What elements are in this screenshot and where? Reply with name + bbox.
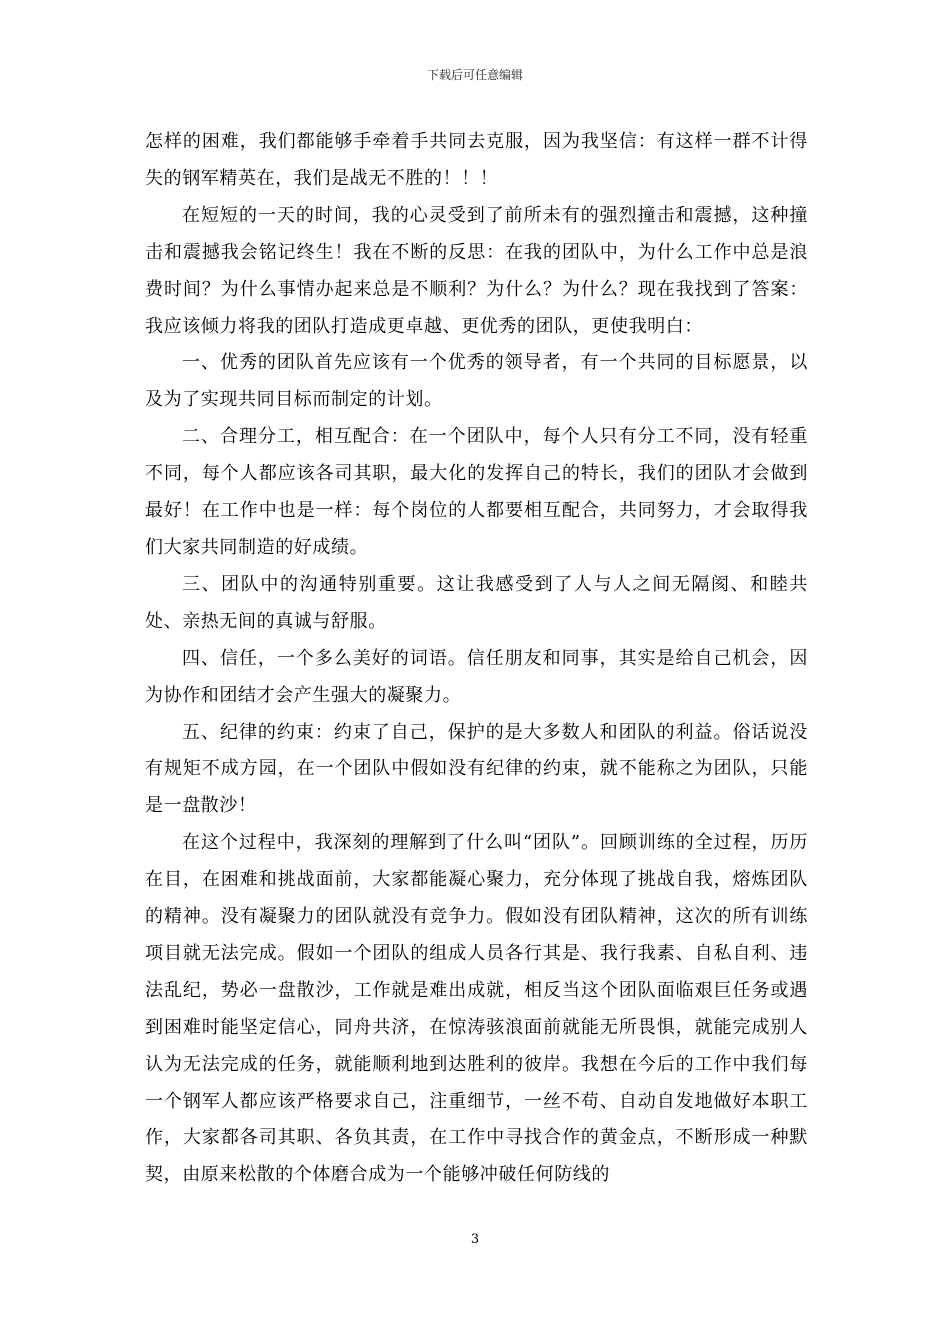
paragraph-point-3: 三、团队中的沟通特别重要。这让我感受到了人与人之间无隔阂、和睦共处、亲热无间的真诚与舒服。 bbox=[145, 573, 808, 632]
document-body bbox=[145, 124, 808, 1194]
paragraph-point-1: 一、优秀的团队首先应该有一个优秀的领导者，有一个共同的目标愿景，以及为了实现共同目标而制定的计划。 bbox=[145, 352, 808, 411]
paragraph-continuation: 怎样的困难，我们都能够手牵着手共同去克服，因为我坚信：有这样一群不计得失的钢军精英在，我们是战无不胜的！！！ bbox=[145, 131, 808, 189]
page-number: 3 bbox=[470, 1232, 480, 1247]
paragraph-point-2: 二、合理分工，相互配合：在一个团队中，每个人只有分工不同，没有轻重不同，每个人都应该各司其职，最大化的发挥自己的特长，我们的团队才会做到最好！在工作中也是一样：每个岗位的人都要相互配合，共同努力，才会取得我们大家共同制造的好成绩。 bbox=[145, 426, 808, 558]
paragraph-point-5: 五、纪律的约束：约束了自己，保护的是大多数人和团队的利益。俗话说没有规矩不成方园，在一个团队中假如没有纪律的约束，就不能称之为团队，只能是一盘散沙！ bbox=[145, 721, 808, 817]
page-header: 下载后可任意编辑 bbox=[426, 68, 523, 82]
paragraph-point-4: 四、信任，一个多么美好的词语。信任朋友和同事，其实是给自己机会，因为协作和团结才会产生强大的凝聚力。 bbox=[145, 647, 808, 706]
paragraph: 在这个过程中，我深刻的理解到了什么叫“团队”。回顾训练的全过程，历历在目，在困难和挑战面前，大家都能凝心聚力，充分体现了挑战自我，熔炼团队的精神。没有凝聚力的团队就没有竞争力。假如没有团队精神，这次的所有训练项目就无法完成。假如一个团队的组成人员各行其是、我行我素、自私自利、违法乱纪，势必一盘散沙，工作就是难出成就，相反当这个团队面临艰巨任务或遇到困难时能坚定信心，同舟共济，在惊涛骇浪面前就能无所畏惧，就能完成别人认为无法完成的任务，就能顺利地到达胜利的彼岸。我想在今后的工作中我们每一个钢军人都应该严格要求自己，注重细节，一丝不苟、自动自发地做好本职工作，大家都各司其职、各负其责，在工作中寻找合作的黄金点，不断形成一种默契，由原来松散的个体磨合成为一个能够冲破任何防线的 bbox=[145, 832, 808, 1186]
paragraph: 在短短的一天的时间，我的心灵受到了前所未有的强烈撞击和震撼，这种撞击和震撼我会铭记终生！我在不断的反思：在我的团队中，为什么工作中总是浪费时间？为什么事情办起来总是不顺利？为什么？为什么？现在我找到了答案：我应该倾力将我的团队打造成更卓越、更优秀的团队，更使我明白： bbox=[145, 204, 808, 337]
